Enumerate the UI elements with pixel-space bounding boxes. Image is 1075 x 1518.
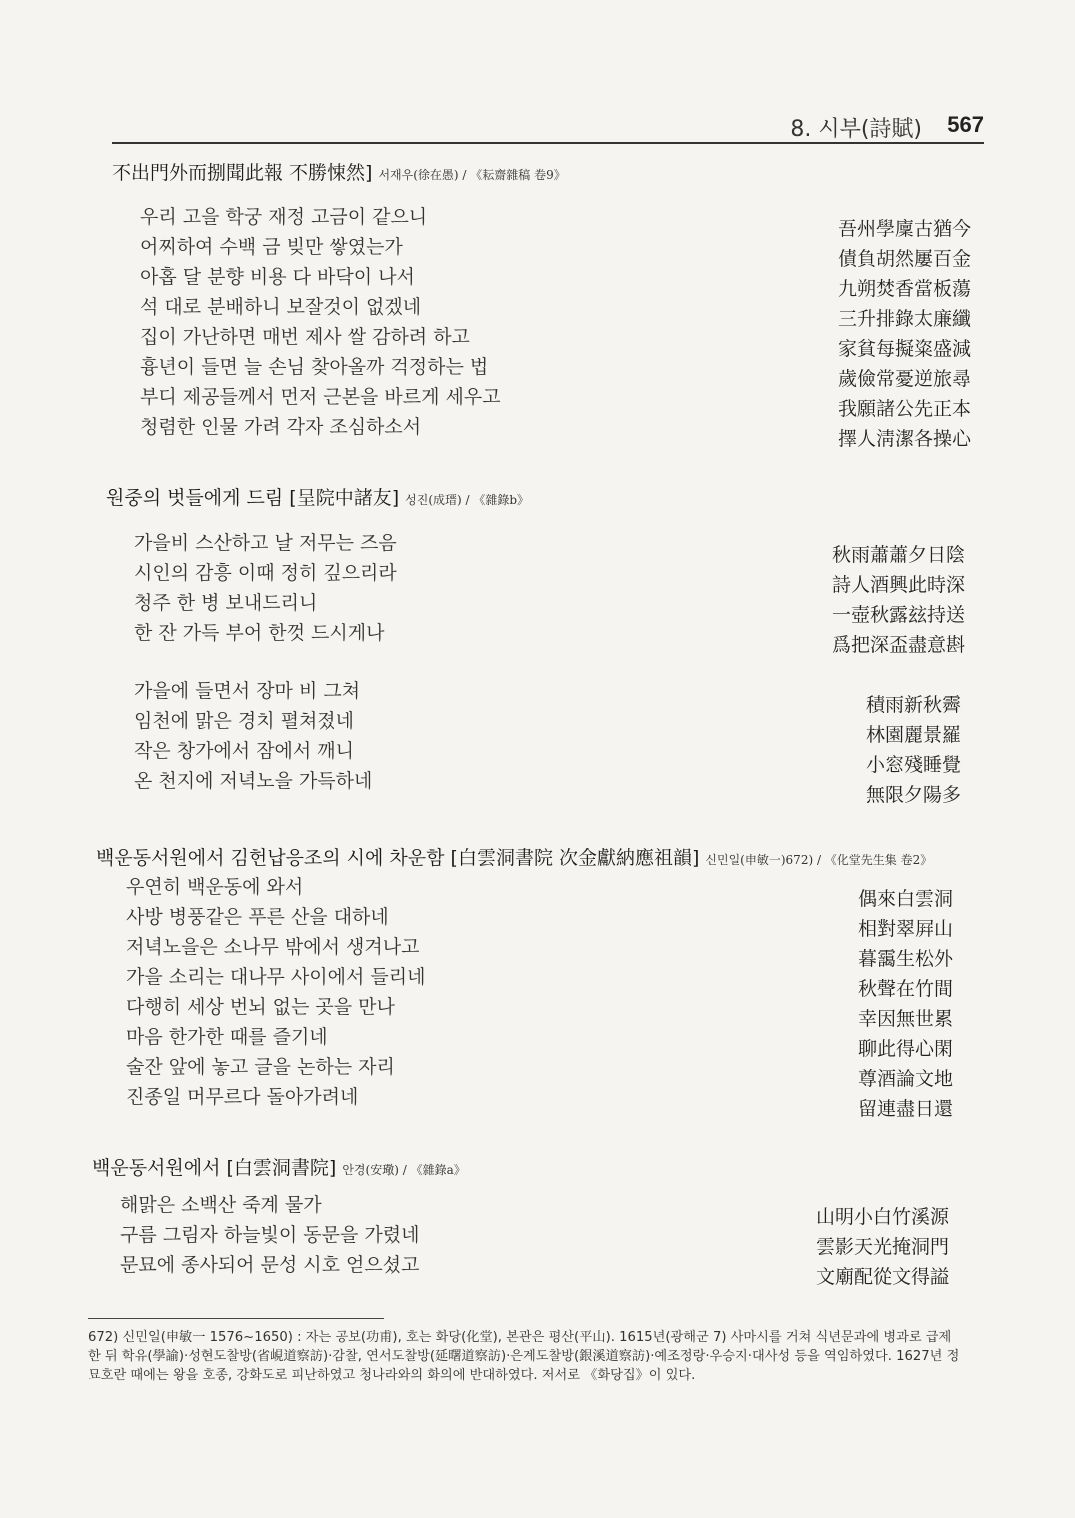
hanja-line: 一壺秋露玆持送 — [831, 604, 965, 626]
poem-title — [96, 843, 932, 870]
hanja-line: 山明小白竹溪源 — [815, 1206, 949, 1228]
korean-line: 술잔 앞에 놓고 글을 논하는 자리 — [126, 1056, 395, 1078]
hanja-line: 小窓殘睡覺 — [865, 754, 961, 776]
hanja-line: 雲影天光掩洞門 — [815, 1236, 949, 1258]
poem-meta: 성진(成瑨) / 《雜錄b》 — [405, 493, 530, 507]
korean-line: 마음 한가한 때를 즐기네 — [126, 1026, 328, 1048]
hanja-line: 九朔焚香當板蕩 — [837, 278, 971, 300]
poem-title-text: 원중의 벗들에게 드림 [呈院中諸友] — [106, 487, 400, 509]
poem-hanja-text — [838, 214, 971, 454]
poem-korean-text — [134, 676, 372, 796]
poem-korean-text — [134, 528, 397, 648]
korean-line: 임천에 맑은 경치 펼쳐졌네 — [134, 710, 355, 732]
poem-title — [106, 483, 529, 510]
page-header — [112, 106, 984, 144]
korean-line: 작은 창가에서 잠에서 깨니 — [134, 740, 355, 762]
korean-line: 해맑은 소백산 죽계 물가 — [120, 1194, 322, 1216]
poem-meta: 신민일(申敏一)672) / 《化堂先生集 卷2》 — [705, 853, 933, 867]
hanja-line: 秋雨蕭蕭夕日陰 — [831, 544, 965, 566]
page-number: 567 — [947, 112, 984, 137]
hanja-line: 吾州學廩古猶今 — [837, 218, 971, 240]
hanja-line: 三升排錄太廉纖 — [837, 308, 971, 330]
hanja-line: 積雨新秋霽 — [865, 694, 961, 716]
korean-line: 사방 병풍같은 푸른 산을 대하네 — [126, 906, 389, 928]
korean-line: 아홉 달 분향 비용 다 바닥이 나서 — [140, 266, 415, 288]
hanja-line: 相對翠屛山 — [857, 918, 953, 940]
hanja-line: 幸因無世累 — [857, 1008, 953, 1030]
footnote-divider — [88, 1318, 384, 1319]
poem-title — [92, 1153, 466, 1180]
korean-line: 어찌하여 수백 금 빚만 쌓였는가 — [140, 236, 403, 258]
korean-line: 한 잔 가득 부어 한껏 드시게나 — [134, 622, 385, 644]
hanja-line: 留連盡日還 — [857, 1098, 953, 1120]
hanja-line: 詩人酒興此時深 — [831, 574, 965, 596]
korean-line: 석 대로 분배하니 보잘것이 없겠네 — [140, 296, 422, 318]
poem-hanja-text — [816, 1202, 949, 1292]
hanja-line: 聊此得心閑 — [857, 1038, 953, 1060]
hanja-line: 尊酒論文地 — [857, 1068, 953, 1090]
poem-korean-text — [140, 202, 501, 442]
poem-title-text: 백운동서원에서 김헌납응조의 시에 차운함 [白雲洞書院 次金獻納應祖韻] — [96, 847, 700, 869]
korean-line: 가을 소리는 대나무 사이에서 들리네 — [126, 966, 426, 988]
hanja-line: 秋聲在竹間 — [857, 978, 953, 1000]
korean-line: 진종일 머무르다 돌아가려네 — [126, 1086, 359, 1108]
poem-title — [112, 158, 566, 185]
hanja-line: 林園麗景羅 — [865, 724, 961, 746]
hanja-line: 無限夕陽多 — [865, 784, 961, 806]
korean-line: 저녁노을은 소나무 밖에서 생겨나고 — [126, 936, 420, 958]
poem-korean-text — [126, 872, 425, 1112]
hanja-line: 文廟配從文得謚 — [815, 1266, 949, 1288]
hanja-line: 歲儉常憂逆旅尋 — [837, 368, 971, 390]
poem-hanja-text — [866, 690, 961, 810]
poem-meta: 안경(安璥) / 《雜錄a》 — [342, 1163, 466, 1177]
korean-line: 우리 고을 학궁 재정 고금이 같으니 — [140, 206, 428, 228]
poem-title-text: 不出門外而捌聞此報 不勝悚然] — [112, 162, 373, 184]
hanja-line: 家貧每擬粢盛減 — [837, 338, 971, 360]
korean-line: 문묘에 종사되어 문성 시호 얻으셨고 — [120, 1254, 420, 1276]
poem-korean-text — [120, 1190, 419, 1280]
hanja-line: 我願諸公先正本 — [837, 398, 971, 420]
korean-line: 다행히 세상 번뇌 없는 곳을 만나 — [126, 996, 395, 1018]
korean-line: 가을비 스산하고 날 저무는 즈음 — [134, 532, 397, 554]
korean-line: 청렴한 인물 가려 각자 조심하소서 — [140, 416, 422, 438]
hanja-line: 爲把深盃盡意斟 — [831, 634, 965, 656]
footnote: 672) 신민일(申敏一 1576~1650) : 자는 공보(功甫), 호는 화당(化堂), 본관은 평산(平山). 1615년(광해군 7) 사마시를 거쳐 식년문과에 병과로 급제한 뒤 학유(學諭)·성현도찰방(省峴道察訪)·감찰, 연서도찰방(延曙道察訪)·은계도찰방(銀溪道察訪)·예조정랑·우승지·대사성 등을 역임하였다. 1627년 정묘호란 때에는 왕을 호종, 강화도로 피난하였고 청나라와의 화의에 반대하였다. 저서로 《화당집》이 있다. — [88, 1330, 960, 1383]
korean-line: 집이 가난하면 매번 제사 쌀 감하려 하고 — [140, 326, 470, 348]
hanja-line: 擇人淸潔各操心 — [837, 428, 971, 450]
hanja-line: 暮靄生松外 — [857, 948, 953, 970]
poem-hanja-text — [832, 540, 965, 660]
korean-line: 시인의 감흥 이때 정히 깊으리라 — [134, 562, 397, 584]
hanja-line: 偶來白雲洞 — [857, 888, 953, 910]
korean-line: 우연히 백운동에 와서 — [126, 876, 304, 898]
korean-line: 부디 제공들께서 먼저 근본을 바르게 세우고 — [140, 386, 501, 408]
poem-hanja-text — [858, 884, 953, 1124]
korean-line: 흉년이 들면 늘 손님 찾아올까 걱정하는 법 — [140, 356, 489, 378]
korean-line: 온 천지에 저녁노을 가득하네 — [134, 770, 373, 792]
korean-line: 가을에 들면서 장마 비 그쳐 — [134, 680, 361, 702]
section-title: 8. 시부(詩賦) — [790, 117, 922, 142]
korean-line: 청주 한 병 보내드리니 — [134, 592, 318, 614]
poem-title-text: 백운동서원에서 [白雲洞書院] — [92, 1157, 337, 1179]
poem-meta: 서재우(徐在愚) / 《耘齋雜稿 卷9》 — [378, 168, 566, 182]
korean-line: 구름 그림자 하늘빛이 동문을 가렸네 — [120, 1224, 420, 1246]
hanja-line: 債負胡然屢百金 — [837, 248, 971, 270]
